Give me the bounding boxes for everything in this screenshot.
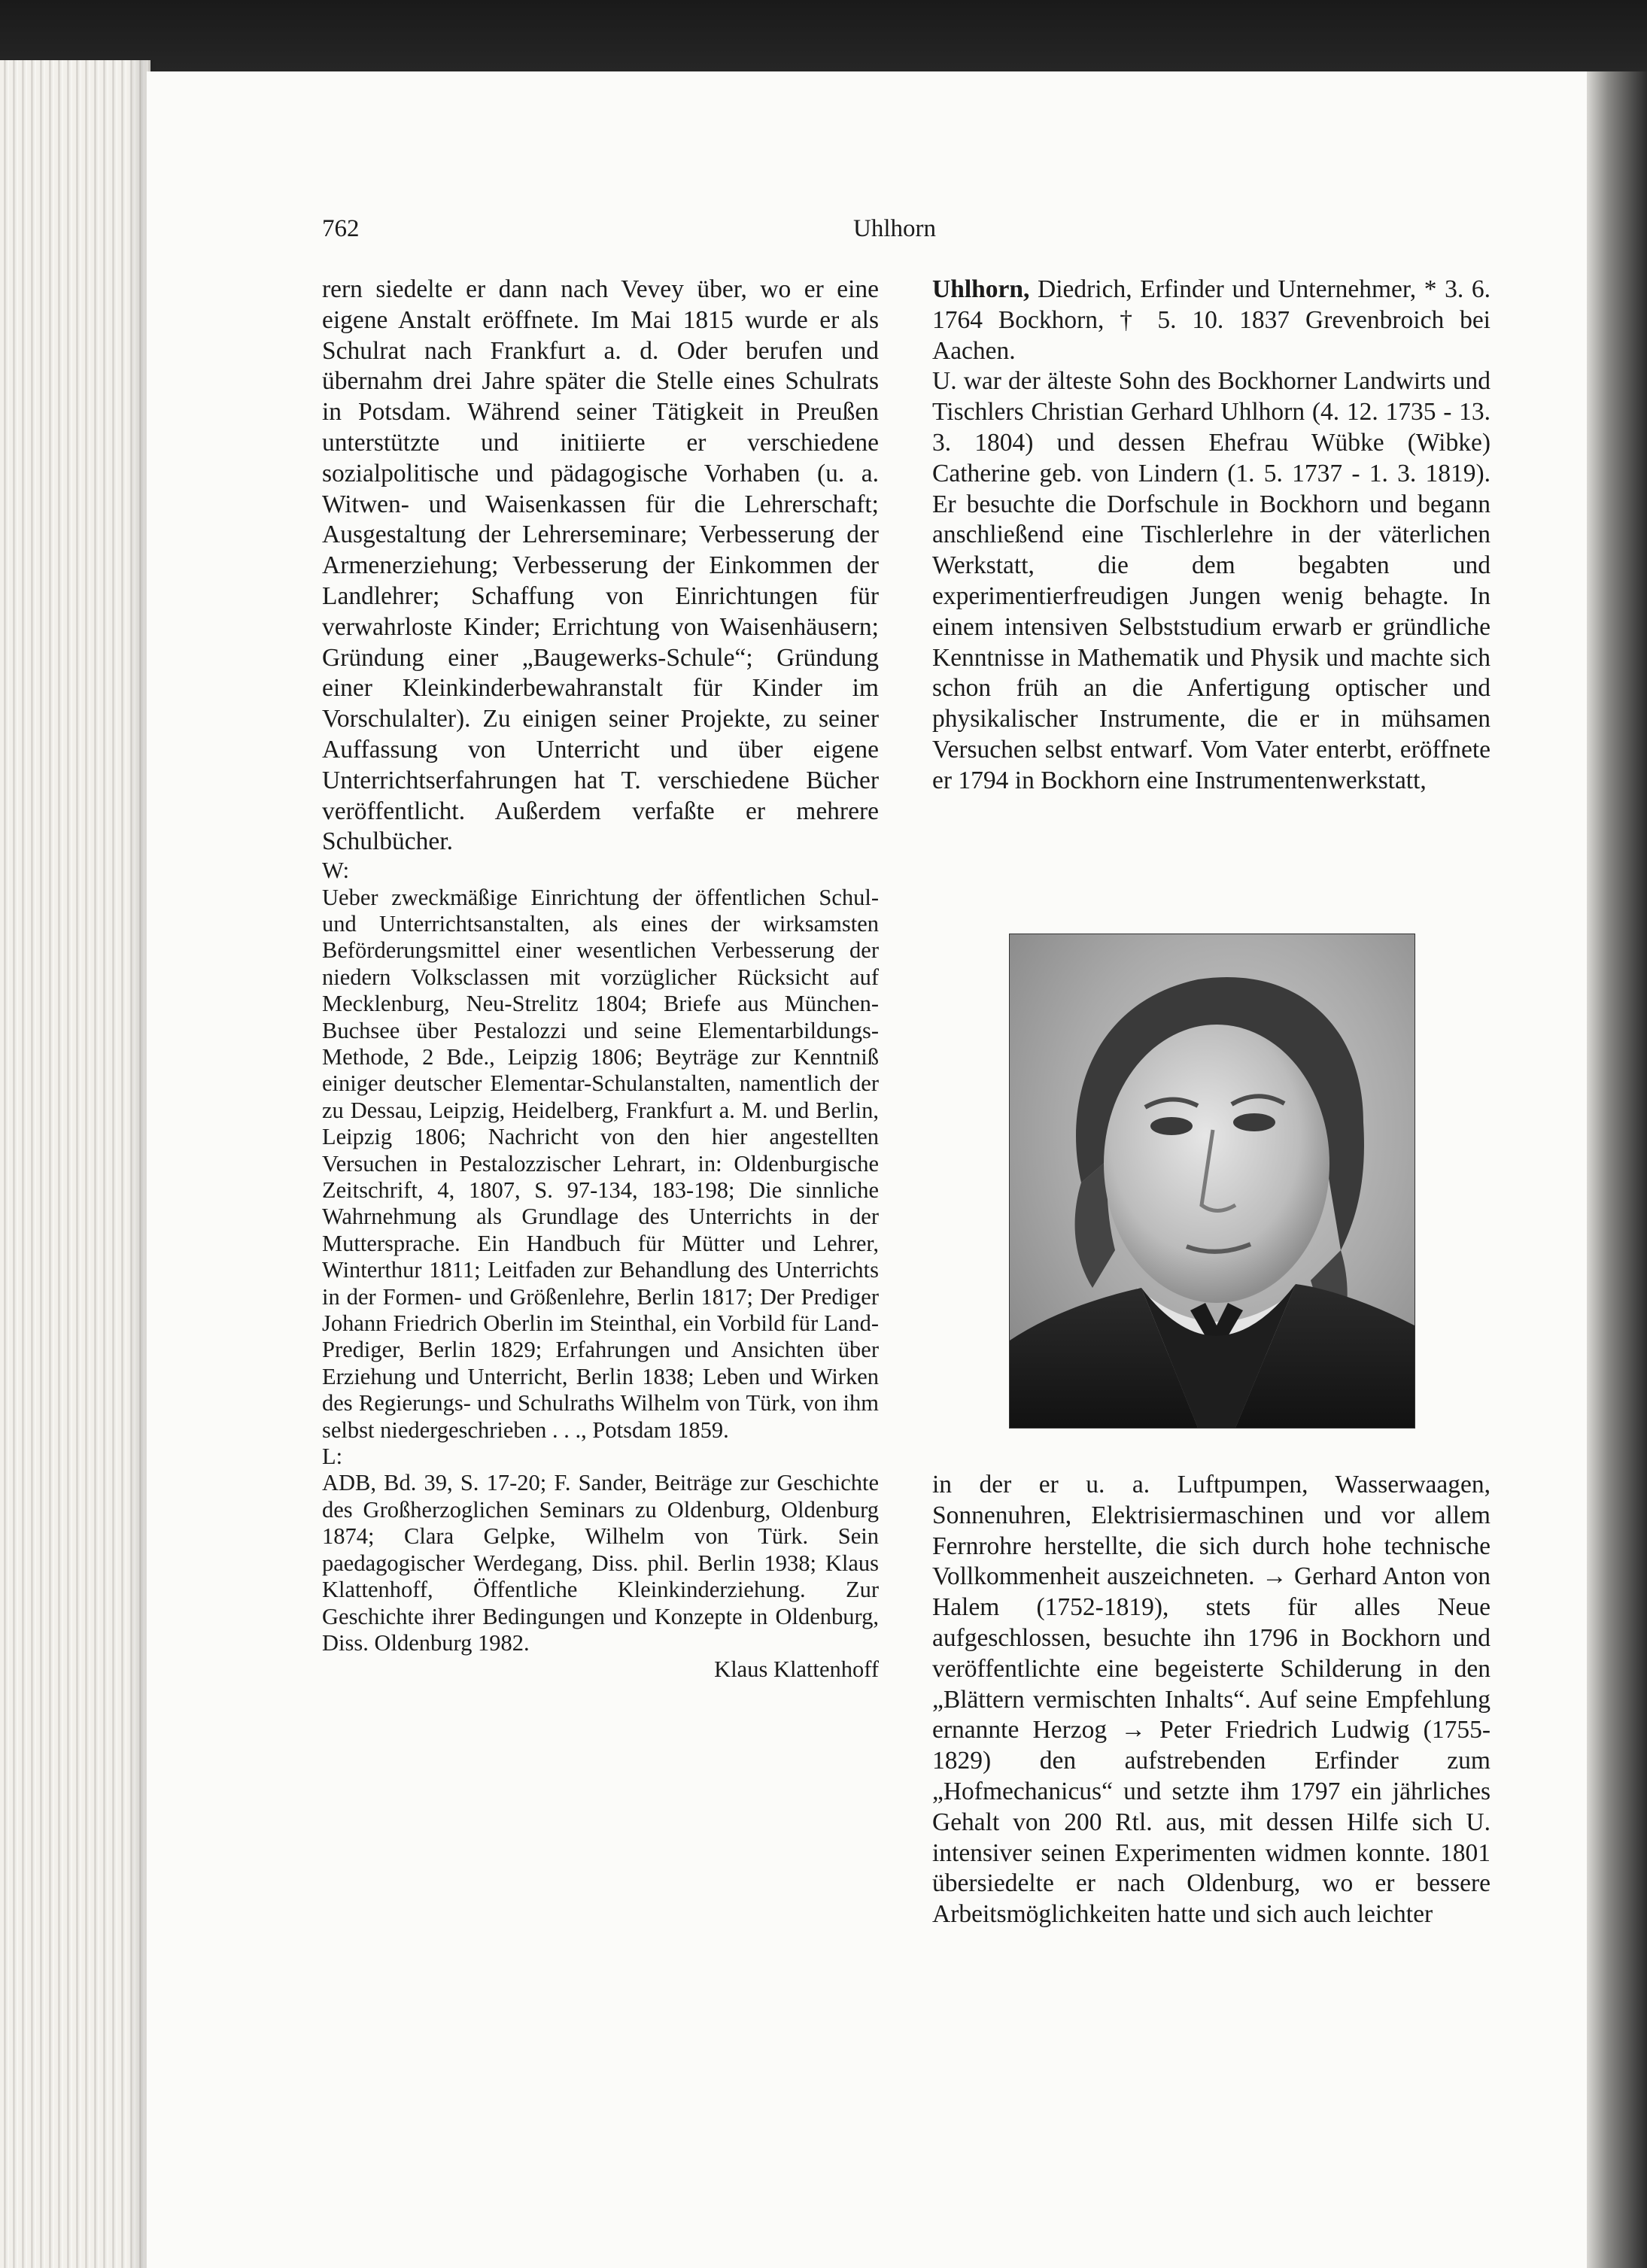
- biography-upper: U. war der älteste Sohn des Bockhorner Landwirts und Tischlers Christian Gerhard Uhlhorn (4. 12. 1735 - 13. 3. 1804) und dessen Ehefrau Wübke (Wibke) Catherine geb. von Lindern (1. 5. 1737 - 1. 3. 1819). Er besuchte die Dorfschule in Bockhorn und begann anschließend eine Tischlerlehre in der väterlichen Werkstatt, die dem begabten und experimentierfreudigen Jungen wenig behagte. In einem intensiven Selbststudium erwarb er gründliche Kenntnisse in Mathematik und Physik und machte sich schon früh an die Anfertigung optischer und physikalischer Instrumente, die er in mühsamen Versuchen selbst entwarf. Vom Vater enterbt, eröffnete er 1794 in Bockhorn eine Instrumentenwerkstatt,: [932, 367, 1491, 794]
- entry-intro: Diedrich, Erfinder und Unternehmer, * 3. 6. 1764 Bockhorn, † 5. 10. 1837 Grevenbroich bei Aachen.: [932, 275, 1491, 365]
- biography-lower: in der er u. a. Luftpumpen, Wasserwaagen, Sonnenuhren, Elektrisiermaschinen und vor allem Fernrohre herstellte, die sich durch hohe technische Vollkommenheit auszeichneten. → Gerhard Anton von Halem (1752-1819), stets für alles Neue aufgeschlossen, besuchte ihn 1796 in Bockhorn und veröffentlichte eine begeisterte Schilderung in den „Blättern vermischten Inhalts“. Auf seine Empfehlung ernannte Herzog → Peter Friedrich Ludwig (1755-1829) den aufstrebenden Erfinder zum „Hofmechanicus“ und setzte ihm 1797 ein jährliches Gehalt von 200 Rtl. aus, mit dessen Hilfe sich U. intensiver seinen Experimenten widmen konnte. 1801 übersiedelte er nach Oldenburg, wo er bessere Arbeitsmöglichkeiten hatte und sich auch leichter: [932, 1471, 1491, 1929]
- scanner-background: [0, 0, 1647, 71]
- right-column-upper: [932, 275, 1491, 797]
- entry-heading: [932, 275, 1491, 366]
- left-column: [322, 275, 879, 1684]
- right-column-lower: [932, 1470, 1491, 1930]
- works-list: Ueber zweckmäßige Einrichtung der öffentlichen Schul- und Unterrichtsanstalten, als eines der wirksamsten Beförderungsmittel einer wesentlichen Verbesserung der niedern Volksclassen mit vorzüglicher Rücksicht auf Mecklenburg, Neu-Strelitz 1804; Briefe aus München-Buchsee über Pestalozzi und seine Elementarbildungs-Methode, 2 Bde., Leipzig 1806; Beyträge zur Kenntniß einiger deutscher Elementar-Schulanstalten, namentlich der zu Dessau, Leipzig, Heidelberg, Frankfurt a. M. und Berlin, Leipzig 1806; Nachricht von den hier angestellten Versuchen in Pestalozzischer Lehrart, in: Oldenburgische Zeitschrift, 4, 1807, S. 97-134, 183-198; Die sinnliche Wahrnehmung als Grundlage des Unterrichts in der Muttersprache. Ein Handbuch für Mütter und Lehrer, Winterthur 1811; Leitfaden zur Behandlung des Unterrichts in der Formen- und Größenlehre, Berlin 1817; Der Prediger Johann Friedrich Oberlin im Steinthal, ein Vorbild für Land-Prediger, Berlin 1829; Erfahrungen und Ansichten über Erziehung und Unterricht, Berlin 1838; Leben und Wirken des Regierungs- und Schulraths Wilhelm von Türk, von ihm selbst niedergeschrieben . . ., Potsdam 1859.: [322, 884, 879, 1443]
- literature-list: ADB, Bd. 39, S. 17-20; F. Sander, Beiträge zur Geschichte des Großherzoglichen Seminars zu Oldenburg, Oldenburg 1874; Clara Gelpke, Wilhelm von Türk. Sein paedagogischer Werdegang, Diss. phil. Berlin 1938; Klaus Klattenhoff, Öffentliche Kleinkinderziehung. Zur Geschichte ihrer Bedingungen und Konzepte in Oldenburg, Diss. Oldenburg 1982.: [322, 1470, 879, 1656]
- book-gutter-shadow: [1587, 71, 1647, 2268]
- page-number: 762: [322, 215, 360, 242]
- works-label: W:: [322, 858, 350, 884]
- entry-author: Klaus Klattenhoff: [714, 1656, 879, 1683]
- literature-label: L:: [322, 1444, 343, 1470]
- portrait-photo-icon: [1009, 934, 1415, 1429]
- running-head: Uhlhorn: [853, 215, 936, 242]
- entry-continuation: rern siedelte er dann nach Vevey über, wo er eine eigene Anstalt eröffnete. Im Mai 1815 wurde er als Schulrat nach Frankfurt a. d. Oder berufen und übernahm drei Jahre später die Stelle eines Schulrats in Potsdam. Während seiner Tätigkeit in Preußen unterstützte und initiierte er verschiedene sozialpolitische und pädagogische Vorhaben (u. a. Witwen- und Waisenkassen für die Lehrerschaft; Ausgestaltung der Lehrerseminare; Verbesserung der Armenerziehung; Verbesserung der Einkommen der Landlehrer; Schaffung von Einrichtungen für verwahrloste Kinder; Errichtung von Waisenhäusern; Gründung einer „Baugewerks-Schule“; Gründung einer Kleinkinderbewahranstalt für Kinder im Vorschulalter). Zu einigen seiner Projekte, zu seiner Auffassung von Unterricht und über eigene Unterrichtserfahrungen hat T. verschiedene Bücher veröffentlicht. Außerdem verfaßte er mehrere Schulbücher.: [322, 275, 879, 856]
- entry-name: Uhlhorn,: [932, 275, 1030, 303]
